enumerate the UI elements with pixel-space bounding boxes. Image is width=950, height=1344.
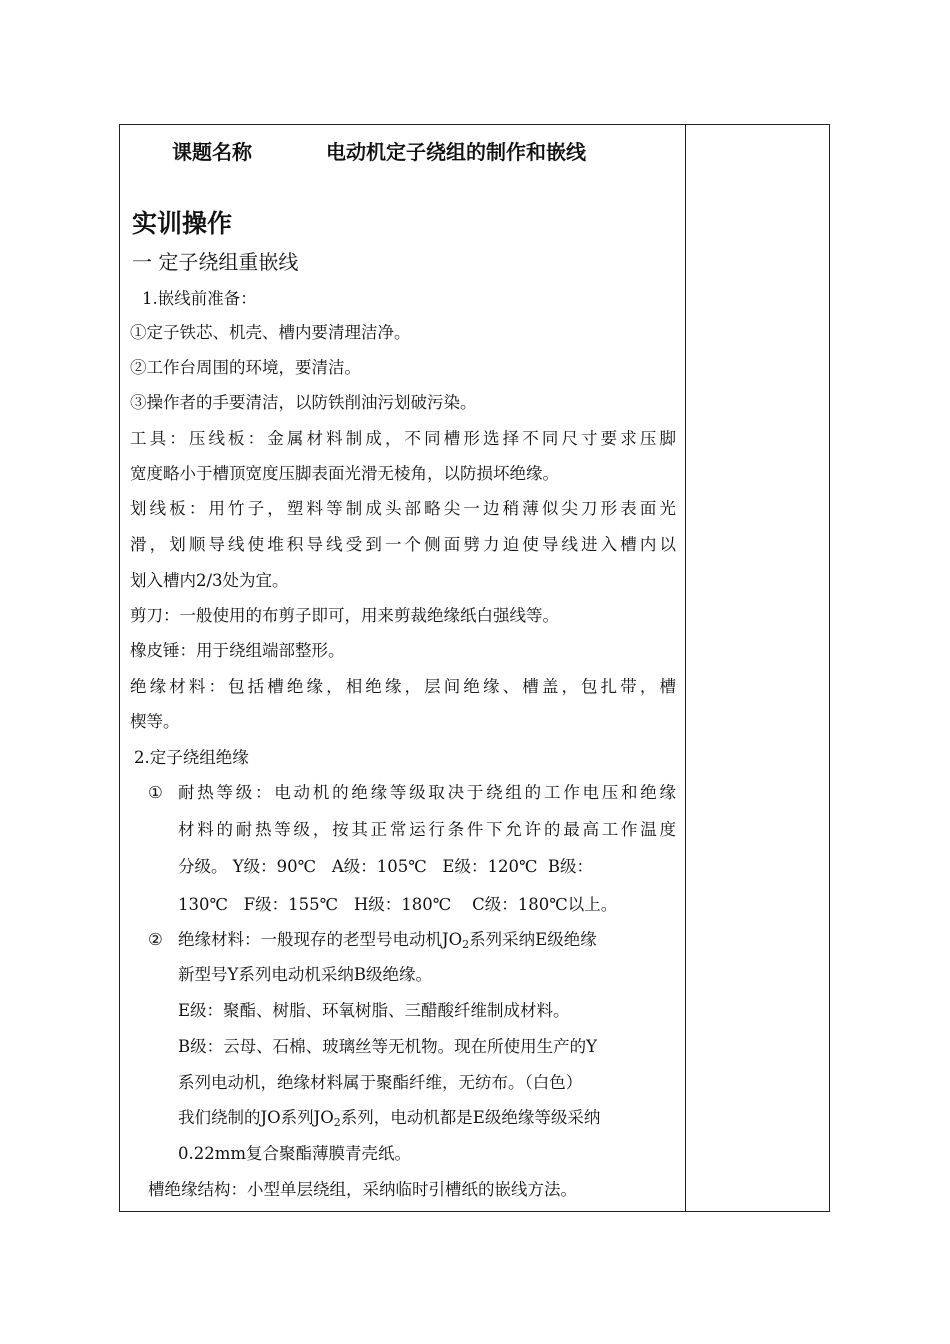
heat-class-line: 耐热等级：电动机的绝缘等级取决于绕组的工作电压和绝缘 bbox=[178, 783, 676, 802]
prep-item-2: ②工作台周围的环境，要清洁。 bbox=[130, 358, 361, 377]
notes-column bbox=[686, 125, 829, 1211]
prep-item-3: ③操作者的手要清洁，以防铁削油污划破污染。 bbox=[130, 393, 477, 412]
prep-title: 1.嵌线前准备： bbox=[142, 289, 257, 308]
section-heading: 实训操作 bbox=[132, 209, 233, 238]
insulation-material-line: B级：云母、石棉、玻璃丝等无机物。现在所使用生产的Y bbox=[178, 1037, 598, 1056]
topic-label: 课题名称 bbox=[172, 140, 252, 164]
main-column bbox=[120, 125, 685, 1211]
insulation-paragraph-line: 楔等。 bbox=[130, 712, 180, 731]
stator-insulation-title: 2.定子绕组绝缘 bbox=[134, 748, 249, 767]
subsection-heading: 一 定子绕组重嵌线 bbox=[132, 250, 299, 274]
scriber-paragraph-line: 滑，划顺导线使堆积导线受到一个侧面劈力迫使导线进入槽内以 bbox=[130, 535, 676, 554]
insulation-material-line: 绝缘材料：一般现存的老型号电动机$JO_2$系列采纳E级绝缘 bbox=[178, 930, 597, 951]
scriber-paragraph-line: 划线板：用竹子，塑料等制成头部略尖一边稍薄似尖刀形表面光 bbox=[130, 499, 676, 518]
document-table bbox=[119, 124, 830, 1212]
list-marker: ② bbox=[148, 930, 163, 949]
scriber-paragraph-line: 划入槽内2/3处为宜。 bbox=[130, 571, 289, 590]
scissors-line: 剪刀：一般使用的布剪子即可，用来剪裁绝缘纸白强线等。 bbox=[130, 606, 559, 625]
insulation-material-line: 0.22mm复合聚酯薄膜青壳纸。 bbox=[178, 1144, 412, 1163]
heat-class-line: 分级。 Y级：90℃ A级：105℃ E级：120℃ B级： bbox=[178, 857, 594, 876]
slot-insulation-line: 槽绝缘结构：小型单层绕组，采纳临时引槽纸的嵌线方法。 bbox=[148, 1180, 577, 1199]
insulation-paragraph-line: 绝缘材料：包括槽绝缘，相绝缘，层间绝缘、槽盖，包扎带，槽 bbox=[130, 677, 676, 696]
insulation-material-line: E级：聚酯、树脂、环氧树脂、三醋酸纤维制成材料。 bbox=[178, 1001, 570, 1020]
tools-paragraph-line: 工具：压线板：金属材料制成，不同槽形选择不同尺寸要求压脚 bbox=[130, 429, 676, 448]
insulation-material-line: 系列电动机，绝缘材料属于聚酯纤维，无纺布。（白色） bbox=[178, 1073, 583, 1092]
list-marker: ① bbox=[148, 783, 163, 802]
tools-paragraph-line: 宽度略小于槽顶宽度压脚表面光滑无棱角，以防损坏绝缘。 bbox=[130, 464, 559, 483]
hammer-line: 橡皮锤：用于绕组端部整形。 bbox=[130, 641, 345, 660]
insulation-material-line: 新型号Y系列电动机采纳B级绝缘。 bbox=[178, 965, 433, 984]
heat-class-line: 130℃ F级：155℃ H级：180℃ C级：180℃以上。 bbox=[178, 895, 618, 914]
heat-class-line: 材料的耐热等级，按其正常运行条件下允许的最高工作温度 bbox=[178, 820, 676, 839]
page-title: 电动机定子绕组的制作和嵌线 bbox=[326, 140, 586, 164]
insulation-material-line: 我们绕制的JO系列$JO_2$系列，电动机都是E级绝缘等级采纳 bbox=[178, 1108, 601, 1129]
prep-item-1: ①定子铁芯、机壳、槽内要清理洁净。 bbox=[130, 323, 411, 342]
